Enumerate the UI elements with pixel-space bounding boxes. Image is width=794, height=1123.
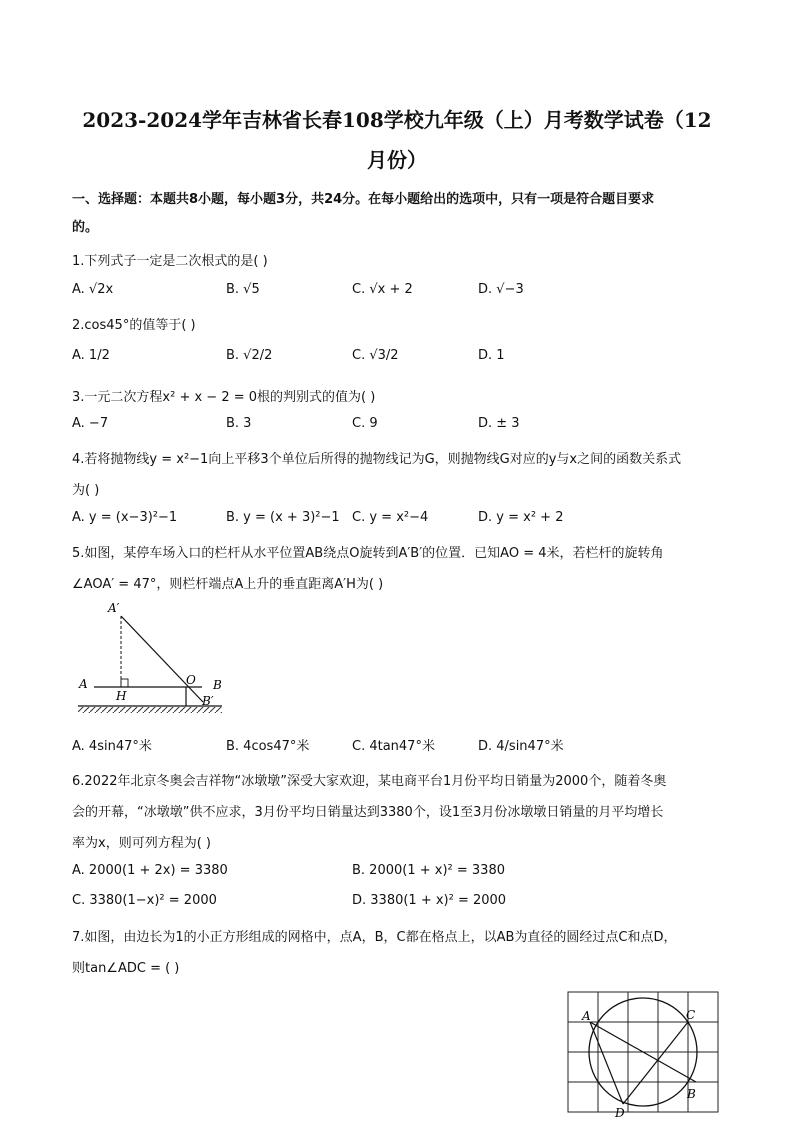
question-4-option-b[interactable]: B. y = (x + 3)²−1	[226, 510, 340, 525]
rotated-bar	[121, 616, 203, 702]
question-6-stem-cont2: 率为x，则可列方程为( )	[72, 836, 211, 851]
question-5-option-c[interactable]: C. 4tan47°米	[352, 739, 435, 754]
question-2-option-a[interactable]: A. 1/2	[72, 348, 110, 363]
fig5-label-b-prime: B′	[202, 694, 214, 708]
fig7-label-d: D	[615, 1106, 625, 1120]
question-3-option-d[interactable]: D. ± 3	[478, 416, 520, 431]
question-5-stem-cont: ∠AOA′ = 47°，则栏杆端点A上升的垂直距离A′H为( )	[72, 577, 384, 592]
question-4-option-a[interactable]: A. y = (x−3)²−1	[72, 510, 178, 525]
question-2-option-c[interactable]: C. √3/2	[352, 348, 399, 363]
fig5-label-a-prime: A′	[108, 601, 120, 615]
right-angle-mark	[121, 679, 128, 687]
question-5-option-d[interactable]: D. 4/sin47°米	[478, 739, 564, 754]
exam-title-line1: 2023-2024学年吉林省长春108学校九年级（上）月考数学试卷（12	[82, 108, 712, 132]
question-6-option-d[interactable]: D. 3380(1 + x)² = 2000	[352, 893, 507, 908]
question-4-option-d[interactable]: D. y = x² + 2	[478, 510, 564, 525]
fig5-label-h: H	[116, 689, 127, 703]
question-1-option-a[interactable]: A. √2x	[72, 282, 114, 297]
question-4-option-c[interactable]: C. y = x²−4	[352, 510, 429, 525]
question-4-stem: 4.若将抛物线y = x²−1向上平移3个单位后所得的抛物线记为G，则抛物线G对应的y与x之间的函数关系式	[72, 452, 682, 467]
segment-dc	[623, 1022, 688, 1104]
question-3-option-a[interactable]: A. −7	[72, 416, 109, 431]
question-7-stem: 7.如图，由边长为1的小正方形组成的网格中，点A，B，C都在格点上，以AB为直径的圆经过点C和点D，	[72, 930, 677, 945]
question-1-option-b[interactable]: B. √5	[226, 282, 260, 297]
question-3-stem: 3.一元二次方程x² + x − 2 = 0根的判别式的值为( )	[72, 390, 376, 405]
fig7-label-b: B	[687, 1087, 696, 1101]
question-6-option-b[interactable]: B. 2000(1 + x)² = 3380	[352, 863, 505, 878]
question-5-option-a[interactable]: A. 4sin47°米	[72, 739, 152, 754]
question-5-option-b[interactable]: B. 4cos47°米	[226, 739, 310, 754]
question-2-stem: 2.cos45°的值等于( )	[72, 318, 196, 333]
question-6-stem: 6.2022年北京冬奥会吉祥物“冰墩墩”深受大家欢迎，某电商平台1月份平均日销量为2000个，随着冬奥	[72, 774, 667, 789]
barrier-figure	[72, 598, 232, 720]
question-1-stem: 1.下列式子一定是二次根式的是( )	[72, 254, 268, 269]
question-5-stem: 5.如图，某停车场入口的栏杆从水平位置AB绕点O旋转到A′B′的位置．已知AO = 4米，若栏杆的旋转角	[72, 546, 664, 561]
question-2-option-b[interactable]: B. √2/2	[226, 348, 273, 363]
question-1-option-d[interactable]: D. √−3	[478, 282, 524, 297]
question-6-option-c[interactable]: C. 3380(1−x)² = 2000	[72, 893, 217, 908]
section-heading: 一、选择题：本题共8小题，每小题3分，共24分。在每小题给出的选项中，只有一项是符合题目要求	[72, 192, 655, 207]
fig5-label-a: A	[79, 677, 88, 691]
question-7-stem-cont: 则tan∠ADC = ( )	[72, 961, 180, 976]
fig7-label-c: C	[686, 1008, 696, 1022]
question-6-stem-cont: 会的开幕，“冰墩墩”供不应求，3月份平均日销量达到3380个，设1至3月份冰墩墩日销量的月平均增长	[72, 805, 664, 820]
fig5-label-b: B	[213, 678, 222, 692]
grid-circle-figure	[560, 986, 724, 1120]
fig7-label-a: A	[582, 1009, 591, 1023]
question-4-stem-cont: 为( )	[72, 483, 100, 498]
question-3-option-b[interactable]: B. 3	[226, 416, 252, 431]
fig5-label-o: O	[186, 673, 196, 687]
question-3-option-c[interactable]: C. 9	[352, 416, 378, 431]
section-heading-cont: 的。	[72, 220, 99, 235]
exam-title-line2: 月份）	[367, 148, 427, 172]
ground-hatch	[78, 707, 222, 713]
question-2-option-d[interactable]: D. 1	[478, 348, 505, 363]
question-6-option-a[interactable]: A. 2000(1 + 2x) = 3380	[72, 863, 228, 878]
question-1-option-c[interactable]: C. √x + 2	[352, 282, 413, 297]
